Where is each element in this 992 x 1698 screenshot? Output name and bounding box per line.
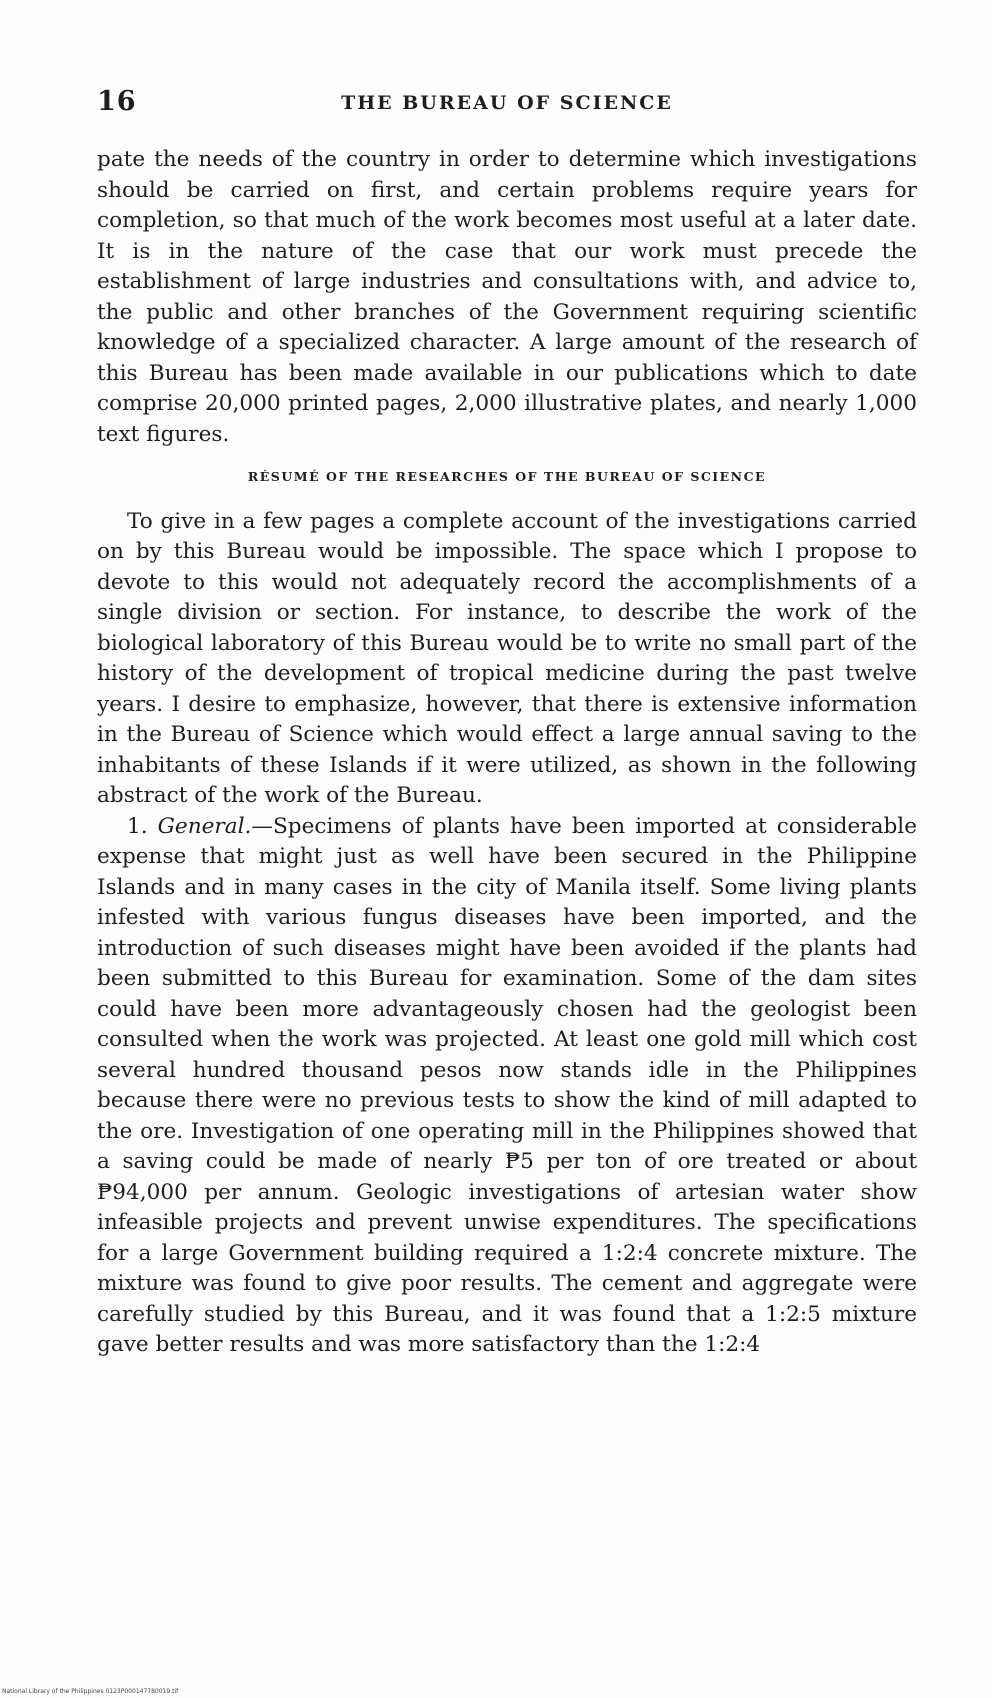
item-text: —Specimens of plants have been imported at considerable expense that might just as well have been secured in the Philippine Islands and in many cases in the city of Manila itself. Some living plants infested with various fungus diseases have been imported, and the introduction of such diseases might have been avoided if the plants had been submitted to this Bureau for examination. Some of the dam sites could have been more advantageously chosen had the geologist been consulted when the work was projected. At least one gold mill which cost several hundred thousand pesos now stands idle in the Philippines because there were no previous tests to show the kind of mill adapted to the ore. Investigation of one operating mill in the Philippines showed that a saving could be made of nearly ₱5 per ton of ore treated or about ₱94,000 per annum. Geologic investigations of artesian water show infeasible projects and prevent unwise expenditures. The specifications for a large Government building required a 1:2:4 concrete mixture. The mixture was found to give poor results. The cement and aggregate were carefully studied by this Bureau, and it was found that a 1:2:5 mixture gave better results and was more satisfactory than the 1:2:4 — [97, 813, 917, 1357]
page-header — [97, 86, 917, 126]
item-number: 1. — [127, 813, 148, 839]
item-term: General. — [157, 813, 252, 839]
paragraph-general — [97, 812, 917, 1361]
body-text — [97, 145, 917, 1361]
section-heading: RÉSUMÉ OF THE RESEARCHES OF THE BUREAU OF SCIENCE — [247, 469, 767, 484]
scan-credit: National Library of the Philippines 0123P000147780019.tif — [2, 1688, 179, 1695]
paragraph-intro: To give in a few pages a complete account of the investigations carried on by this Bureau would be impossible. The space which I propose to devote to this would not adequately record the accomplishments of a single division or section. For instance, to describe the work of the biological laboratory of this Bureau would be to write no small part of the history of the development of tropical medicine during the past twelve years. I desire to emphasize, however, that there is extensive information in the Bureau of Science which would effect a large annual saving to the inhabitants of these Islands if it were utilized, as shown in the following abstract of the work of the Bureau. — [97, 508, 917, 808]
page-number: 16 — [97, 86, 137, 117]
paragraph-continuation: pate the needs of the country in order to determine which investigations should be carried on first, and certain problems require years for completion, so that much of the work becomes most useful at a later date. It is in the nature of the case that our work must precede the establishment of large industries and consultations with, and advice to, the public and other branches of the Government requiring scientific knowledge of a specialized character. A large amount of the research of this Bureau has been made available in our publications which to date comprise 20,000 printed pages, 2,000 illustrative plates, and nearly 1,000 text figures. — [97, 147, 917, 447]
running-head: THE BUREAU OF SCIENCE — [341, 92, 673, 114]
